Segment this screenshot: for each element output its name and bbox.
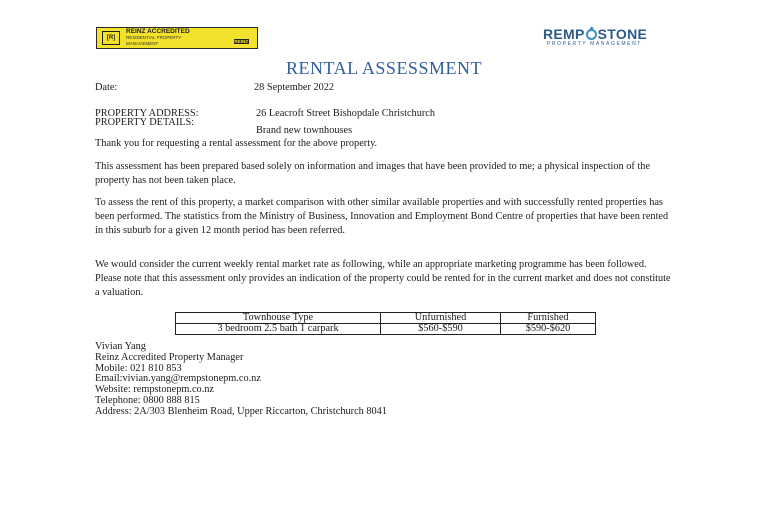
reinz-line1: REINZ ACCREDITED [126,28,190,35]
signature-role: Reinz Accredited Property Manager [95,351,244,363]
table-row [176,324,596,335]
reinz-logo-text [126,29,190,47]
reinz-line2: RESIDENTIAL PROPERTY [126,35,182,40]
signature-block [95,342,387,418]
reinz-accredited-logo [96,27,258,49]
rent-table [175,312,596,335]
property-details-value: Brand new townhouses [256,125,353,136]
paragraph-basis: This assessment has been prepared based solely on information and images that have been provided to me; a physical inspection of the property has not been taken place. [95,161,651,186]
table-cell-furnished: $590-$620 [501,324,596,335]
table-cell-unfurnished: $560-$590 [381,324,501,335]
paragraph-method: To assess the rent of this property, a market comparison with other similar available properties and with successfully rented properties has been performed. The statistics from the Ministry of Business, Innovation and Employment Bond Centre of properties that have been rented in this suburb for a given 12 month period has been referred. [95,197,669,236]
rempstone-name-left: REMP [543,26,585,42]
property-address-label: PROPERTY ADDRESS: [95,108,199,119]
property-details-label: PROPERTY DETAILS: [95,117,195,128]
reinz-mark-icon: [R] [102,31,120,45]
rempstone-logo [543,27,673,49]
signature-website: Website: rempstonepm.co.nz [95,384,214,396]
table-cell-type: 3 bedroom 2.5 bath 1 carpark [176,324,381,335]
paragraph-thanks: Thank you for requesting a rental assessment for the above property. [95,138,378,149]
signature-address: Address: 2A/303 Blenheim Road, Upper Riccarton, Christchurch 8041 [95,405,387,417]
rempstone-o-icon [586,29,597,40]
signature-email: Email:vivian.yang@rempstonepm.co.nz [95,373,261,385]
table-header: Furnished [501,313,596,324]
rempstone-subtitle: PROPERTY MANAGEMENT [547,41,642,47]
date-label: Date: [95,82,118,93]
property-address-value: 26 Leacroft Street Bishopdale Christchurch [256,108,435,119]
date-value: 28 September 2022 [254,82,335,93]
reinz-line3: MANAGEMENT [126,41,159,46]
rempstone-name-right: STONE [597,26,648,42]
rempstone-name [543,27,673,41]
paragraph-market-rate: We would consider the current weekly rental market rate as following, while an appropriate marketing programme has been followed. Please note that this assessment only provides an indication of the property could be rented for in the current market and does not constitute a valuation. [95,259,671,298]
signature-name: Vivian Yang [95,341,146,352]
reinz-tag: REINZ [234,39,248,44]
table-header: Townhouse Type [176,313,381,324]
table-header-row [176,313,596,324]
page-title: RENTAL ASSESSMENT [286,58,482,78]
table-header: Unfurnished [381,313,501,324]
signature-mobile: Mobile: 021 810 853 [95,362,182,374]
signature-telephone: Telephone: 0800 888 815 [95,394,200,406]
